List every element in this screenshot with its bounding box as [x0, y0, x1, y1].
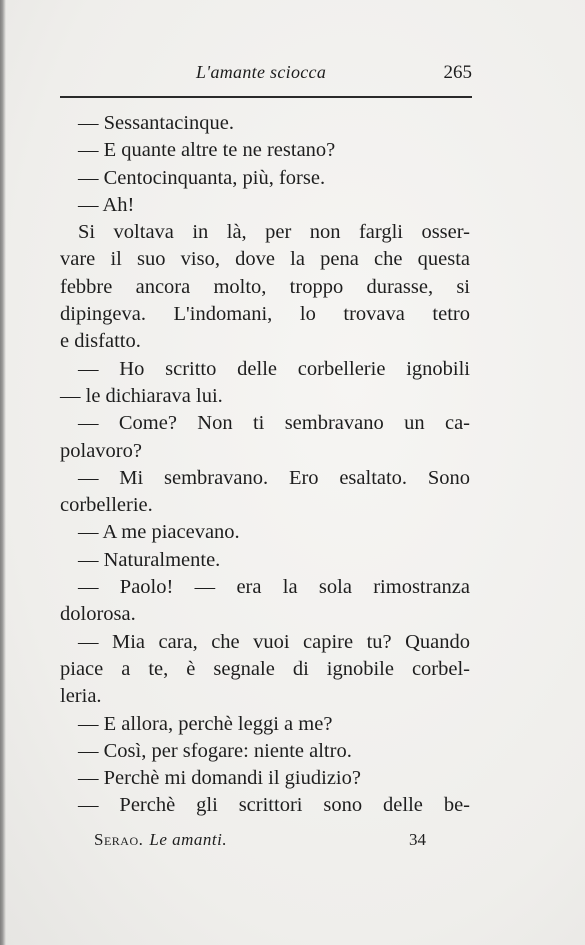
- running-title: L'amante sciocca: [196, 62, 327, 82]
- text-line: piace a te, è segnale di ignobile corbel-: [60, 657, 470, 680]
- text-line: — E allora, perchè leggi a me?: [78, 712, 333, 735]
- text-line: — Centocinquanta, più, forse.: [78, 166, 326, 189]
- text-line: — Mia cara, che vuoi capire tu? Quando: [78, 630, 470, 653]
- text-line: — Perchè mi domandi il giudizio?: [78, 767, 361, 790]
- text-line: febbre ancora molto, troppo durasse, si: [60, 275, 470, 298]
- text-line: e disfatto.: [60, 330, 141, 353]
- body-text: [60, 110, 470, 820]
- text-line: — Perchè gli scrittori sono delle be-: [78, 794, 470, 817]
- text-line: — le dichiarava lui.: [60, 384, 223, 407]
- page-header: [60, 60, 472, 90]
- text-line: dipingeva. L'indomani, lo trovava tetro: [60, 303, 470, 326]
- page-footer: [94, 828, 434, 854]
- text-line: corbellerie.: [60, 494, 153, 517]
- text-line: Si voltava in là, per non fargli osser-: [78, 221, 470, 244]
- text-line: dolorosa.: [60, 603, 136, 626]
- text-line: leria.: [60, 685, 102, 708]
- footer-citation: [94, 830, 227, 850]
- text-line: — A me piacevano.: [78, 521, 240, 544]
- footer-book-title: Le amanti.: [149, 830, 228, 849]
- text-line: — Come? Non ti sembravano un ca-: [78, 412, 470, 435]
- text-line: — E quante altre te ne restano?: [78, 139, 336, 162]
- footer-author: Serao.: [94, 830, 144, 849]
- text-line: — Paolo! — era la sola rimostranza: [78, 576, 470, 599]
- text-line: — Così, per sfogare: niente altro.: [78, 739, 352, 762]
- text-line: — Ah!: [78, 193, 135, 216]
- text-line: polavoro?: [60, 439, 142, 462]
- text-line: — Sessantacinque.: [78, 112, 234, 134]
- text-line: vare il suo viso, dove la pena che questa: [60, 248, 470, 271]
- header-rule: [60, 96, 472, 98]
- text-line: — Ho scritto delle corbellerie ignobili: [78, 357, 470, 380]
- page-binding-shadow: [0, 0, 6, 945]
- page-number: 265: [443, 62, 472, 83]
- text-line: — Naturalmente.: [78, 548, 221, 571]
- signature-mark: 34: [409, 830, 426, 849]
- text-line: — Mi sembravano. Ero esaltato. Sono: [78, 466, 470, 489]
